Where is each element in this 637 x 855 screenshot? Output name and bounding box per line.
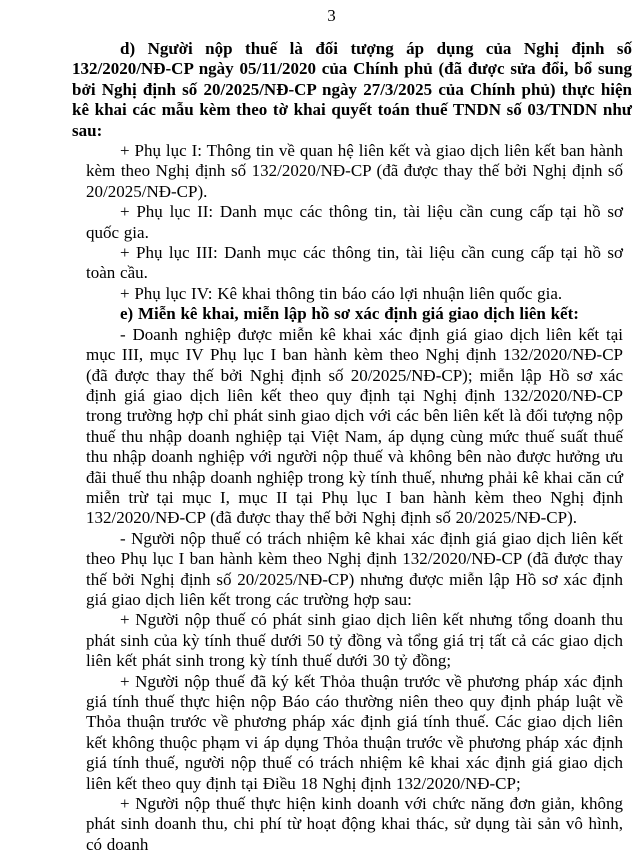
section-e-heading: e) Miễn kê khai, miễn lập hồ sơ xác định giá giao dịch liên kết: [120,304,579,324]
exemption-declaration-paragraph: - Doanh nghiệp được miễn kê khai xác định giá giao dịch liên kết tại mục III, mục IV Phụ lục I ban hành kèm theo Nghị định 132/2020/NĐ-CP (đã được thay thế bởi Nghị định số 20/2025/NĐ-CP); miễn lập Hồ sơ xác định giá giao dịch liên kết theo quy định tại Nghị định 132/2020/NĐ-CP trong trường hợp chỉ phát sinh giao dịch với các bên liên kết là đối tượng nộp thuế thu nhập doanh nghiệp tại Việt Nam, áp dụng cùng mức thuế suất thuế thu nhập doanh nghiệp với người nộp thuế và không bên nào được hưởng ưu đãi thuế thu nhập doanh nghiệp trong kỳ tính thuế, nhưng phải kê khai căn cứ miễn trừ tại mục I, mục II tại Phụ lục I ban hành kèm theo Nghị định 132/2020/NĐ-CP (đã được thay thế bởi Nghị định số 20/2025/NĐ-CP). [86,324,623,528]
page-number: 3 [327,6,336,25]
simple-function-business-case-paragraph: + Người nộp thuế thực hiện kinh doanh với chức năng đơn giản, không phát sinh doanh thu, chi phí từ hoạt động khai thác, sử dụng tài sản vô hình, có doanh [86,794,623,854]
appendix-iii-item: + Phụ lục III: Danh mục các thông tin, tài liệu cần cung cấp tại hồ sơ toàn cầu. [86,243,623,283]
appendix-i-item: + Phụ lục I: Thông tin về quan hệ liên kết và giao dịch liên kết ban hành kèm theo Nghị định số 132/2020/NĐ-CP (đã được thay thế bởi Nghị định số 20/2025/NĐ-CP). [86,141,623,201]
revenue-threshold-case-paragraph: + Người nộp thuế có phát sinh giao dịch liên kết nhưng tổng doanh thu phát sinh của kỳ tính thuế dưới 50 tỷ đồng và tổng giá trị tất cả các giao dịch liên kết phát sinh trong kỳ tính thuế dưới 30 tỷ đồng; [86,610,623,671]
appendix-iv-item: + Phụ lục IV: Kê khai thông tin báo cáo lợi nhuận liên quốc gia. [120,283,563,303]
document-body [72,39,632,855]
apa-annual-report-case-paragraph: + Người nộp thuế đã ký kết Thỏa thuận trước về phương pháp xác định giá tính thuế thực hiện nộp Báo cáo thường niên theo quy định pháp luật về Thỏa thuận trước về phương pháp xác định giá tính thuế. Các giao dịch liên kết không thuộc phạm vi áp dụng Thỏa thuận trước về phương pháp xác định giá tính thuế, người nộp thuế có trách nhiệm kê khai xác định giá giao dịch liên kết theo quy định tại Điều 18 Nghị định 132/2020/NĐ-CP; [86,671,623,793]
paragraph-d-taxpayer-declaration-scope: d) Người nộp thuế là đối tượng áp dụng của Nghị định số 132/2020/NĐ-CP ngày 05/11/2020 của Chính phủ (đã được sửa đổi, bổ sung bởi Nghị định số 20/2025/NĐ-CP ngày 27/3/2025 của Chính phủ) thực hiện kê khai các mẫu kèm theo tờ khai quyết toán thuế TNDN số 03/TNDN như sau: [72,39,632,140]
appendix-ii-item: + Phụ lục II: Danh mục các thông tin, tài liệu cần cung cấp tại hồ sơ quốc gia. [86,202,623,242]
declaration-responsibility-paragraph: - Người nộp thuế có trách nhiệm kê khai xác định giá giao dịch liên kết theo Phụ lục I ban hành kèm theo Nghị định 132/2020/NĐ-CP (đã được thay thế bởi Nghị định số 20/2025/NĐ-CP) nhưng được miễn lập Hồ sơ xác định giá giao dịch liên kết trong các trường hợp sau: [86,528,623,609]
